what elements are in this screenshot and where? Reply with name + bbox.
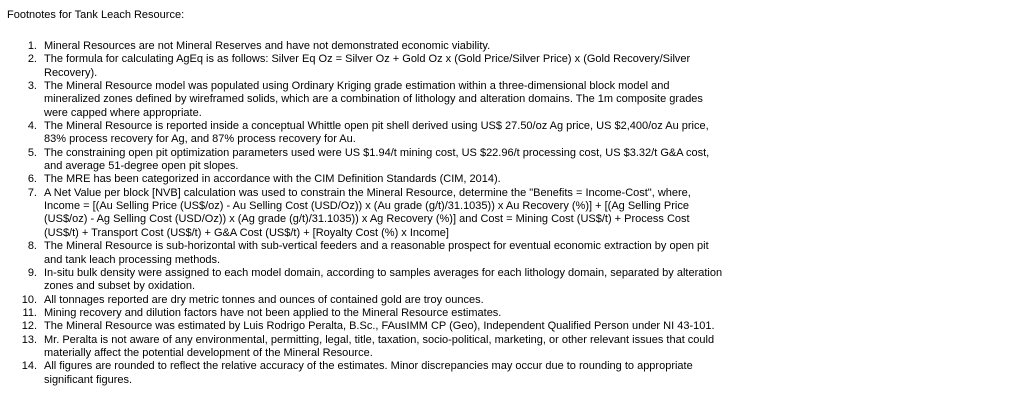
footnote-number: 8. [27,240,37,253]
footnote-text: Mr. Peralta is not aware of any environmental, permitting, legal, title, taxation, socio-political, marketing, or other relevant issues that could materially affect the potential development of the Mineral Resource. [44,333,715,359]
footnote-item [7,307,1000,320]
footnote-number: 14. [21,360,37,373]
footnote-number: 13. [21,333,37,346]
page-title: Footnotes for Tank Leach Resource: [7,9,185,21]
footnote-item [7,40,1000,53]
footnote-number: 3. [27,80,37,93]
footnote-item [7,360,1000,387]
footnote-text: A Net Value per block [NVB] calculation was used to constrain the Mineral Resource, determine the "Benefits = Income-Cost", where, Income = [(Au Selling Price (US$/oz) - Au Selling Cost (USD/Oz)) x (Au grade (g/t)/31.1035)) x Au Recovery (%)] + [(Ag Selling Price (US$/oz) - Ag Selling Cost (USD/Oz)) x (Ag grade (g/t)/31.1035)) x Ag Recovery (%)] and Cost = Mining Cost (US$/t) + Process Cost (US$/t) + Transport Cost (US$/t) + G&A Cost (US$/t) + [Royalty Cost (%) x Income] [44,186,691,239]
footnote-text: The Mineral Resource was estimated by Luis Rodrigo Peralta, B.Sc., FAusIMM CP (Geo), Independent Qualified Person under NI 43-101. [44,320,715,333]
footnote-text: In-situ bulk density were assigned to each model domain, according to samples averages for each lithology domain, separated by alteration zones and subset by oxidation. [44,266,723,293]
footnote-item [7,147,1000,174]
footnote-number: 11. [22,306,37,319]
footnote-number: 2. [27,53,37,66]
footnote-item [7,320,1000,333]
footnote-text: All tonnages reported are dry metric tonnes and ounces of contained gold are troy ounces. [44,293,484,306]
footnote-item [7,80,1000,120]
footnotes-list [7,40,1000,387]
footnote-number: 10. [21,293,37,306]
footnote-item [7,53,1000,80]
footnote-number: 12. [21,320,37,333]
footnote-number: 4. [27,120,37,133]
footnote-number: 6. [27,173,37,186]
footnote-item [7,120,1000,147]
footnote-item [7,267,1000,294]
footnote-item [7,334,1000,361]
footnote-item [7,294,1000,307]
footnote-text: The Mineral Resource is sub-horizontal with sub-vertical feeders and a reasonable prospect for eventual economic extraction by open pit and tank leach processing methods. [44,240,709,266]
footnote-number: 9. [27,266,37,279]
footnote-text: The Mineral Resource is reported inside a conceptual Whittle open pit shell derived using US$ 27.50/oz Ag price, US $2,400/oz Au price, 83% process recovery for Ag, and 87% process recovery for Au. [44,120,709,146]
footnote-item [7,173,1000,186]
footnote-text: Mining recovery and dilution factors have not been applied to the Mineral Resource estimates. [44,306,502,319]
footnote-text: Mineral Resources are not Mineral Reserves and have not demonstrated economic viability. [44,40,491,52]
footnote-item [7,240,1000,267]
footnote-text: The formula for calculating AgEq is as follows: Silver Eq Oz = Silver Oz + Gold Oz x (Gold Price/Silver Price) x (Gold Recovery/Silver Recovery). [44,53,691,79]
footnote-number: 5. [27,146,37,159]
footnote-text: The MRE has been categorized in accordance with the CIM Definition Standards (CIM, 2014). [44,173,501,186]
footnote-text: The Mineral Resource model was populated using Ordinary Kriging grade estimation within a three-dimensional block model and mineralized zones defined by wireframed solids, which are a combination of lithology and alteration domains. The 1m composite grades were capped where appropriate. [44,80,703,119]
footnote-number: 7. [27,186,37,199]
footnote-text: The constraining open pit optimization parameters used were US $1.94/t mining cost, US $22.96/t processing cost, US $3.32/t G&A cost, and average 51-degree open pit slopes. [44,146,710,173]
footnote-number: 1. [27,40,37,52]
footnote-item [7,187,1000,240]
footnote-text: All figures are rounded to reflect the relative accuracy of the estimates. Minor discrepancies may occur due to rounding to appropriate significant figures. [44,360,693,386]
